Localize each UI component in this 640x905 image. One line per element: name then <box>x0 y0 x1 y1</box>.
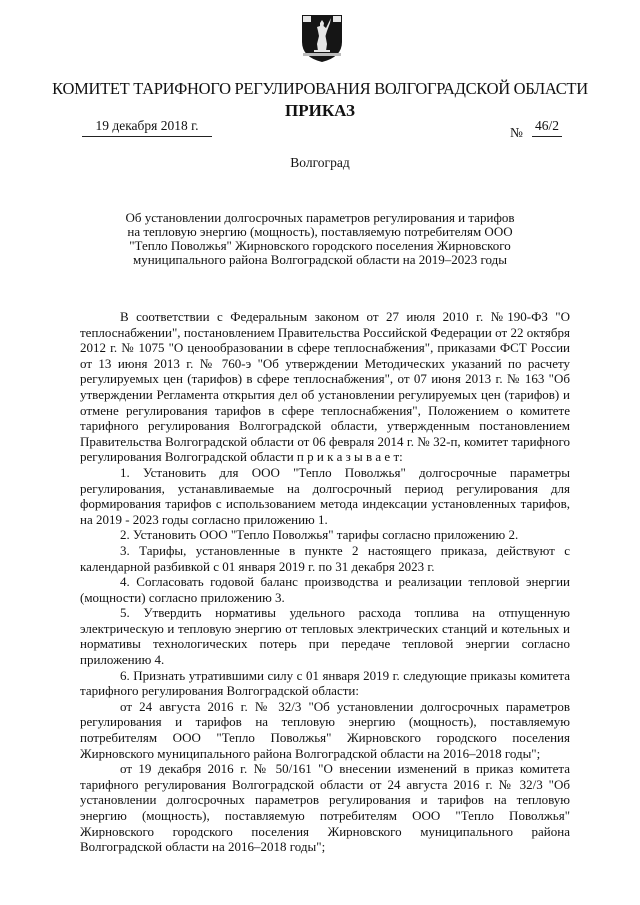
clause-2: 2. Установить ООО "Тепло Поволжья" тарифы согласно приложению 2. <box>120 527 519 543</box>
order-body <box>80 309 570 855</box>
order-number: 46/2 <box>532 118 562 137</box>
clause-4: 4. Согласовать годовой баланс производства и реализации тепловой энергии (мощности) согласно приложению 3. <box>80 574 570 605</box>
number-sign: № <box>510 125 523 140</box>
city-name: Волгоград <box>290 155 350 170</box>
clause-6: 6. Признать утратившими силу с 01 января 2019 г. следующие приказы комитета тарифного регулирования Волгоградской области: <box>80 667 570 699</box>
order-subject: Об установлении долгосрочных параметров регулирования и тарифов на тепловую энергию (мощность), поставляемую потребителям ООО "Тепло Поволжья" Жирновского городского поселения Жирновского муниципального района Волгоградской области на 2019–2023 годы <box>125 210 515 267</box>
clause-3: 3. Тарифы, установленные в пункте 2 настоящего приказа, действуют с календарной разбивкой с 01 января 2019 г. по 31 декабря 2023 г. <box>80 542 570 574</box>
clause-1: 1. Установить для ООО "Тепло Поволжья" долгосрочные параметры регулирования, устанавливаемые на долгосрочный период регулирования для формирования тарифов с использованием метода индексации установленных тарифов, на 2019 - 2023 годы согласно приложению 1. <box>80 464 570 527</box>
preamble-paragraph: В соответствии с Федеральным законом от 27 июля 2010 г. №190-ФЗ "О теплоснабжении", постановлением Правительства Российской Федерации от 22 октября 2012 г. № 1075 "О ценообразовании в сфере теплоснабжения", приказами ФСТ России от 13 июня 2013 г. № 760-э "Об утверждении Методических указаний по расчету регулируемых цен (тарифов) в сфере теплоснабжения", от 07 июня 2013 г. № 163 "Об утверждении Регламента открытия дел об установлении регулируемых цен (тарифов) и отмене регулирования тарифов в сфере теплоснабжения", Положением о комитете тарифного регулирования Волгоградской области, утвержденным постановлением Правительства Волгоградской области от 06 февраля 2014 г. № 32-п, комитет тарифного регулирования Волгоградской области п р и к а з ы в а е т: <box>80 309 570 465</box>
committee-name: КОМИТЕТ ТАРИФНОГО РЕГУЛИРОВАНИЯ ВОЛГОГРАДСКОЙ ОБЛАСТИ <box>52 79 588 98</box>
repealed-order-1: от 24 августа 2016 г. № 32/3 "Об установлении долгосрочных параметров регулирования и тарифов на тепловую энергию (мощность), поставляемую потребителям ООО "Тепло Поволжья" Жирновского городского поселения Жирновского муниципального района Волгоградской области на 2016–2018 годы"; <box>80 698 570 761</box>
volgograd-coat-of-arms-icon <box>296 12 348 64</box>
repealed-order-2: от 19 декабря 2016 г. № 50/161 "О внесении изменений в приказ комитета тарифного регулирования Волгоградской области от 24 августа 2016 г. № 32/3 "Об установлении долгосрочных параметров регулирования и тарифов на тепловую энергию (мощность), поставляемую потребителям ООО "Тепло Поволжья" Жирновского городского поселения Жирновского муниципального района Волгоградской области на 2016–2018 годы"; <box>80 761 570 855</box>
clause-5: 5. Утвердить нормативы удельного расхода топлива на отпущенную электрическую и тепловую энергию от тепловых электрических станций и котельных и нормативы технологических потерь при передаче тепловой энергии согласно приложению 4. <box>80 605 570 668</box>
order-title: ПРИКАЗ <box>285 101 355 120</box>
order-date: 19 декабря 2018 г. <box>82 118 212 137</box>
